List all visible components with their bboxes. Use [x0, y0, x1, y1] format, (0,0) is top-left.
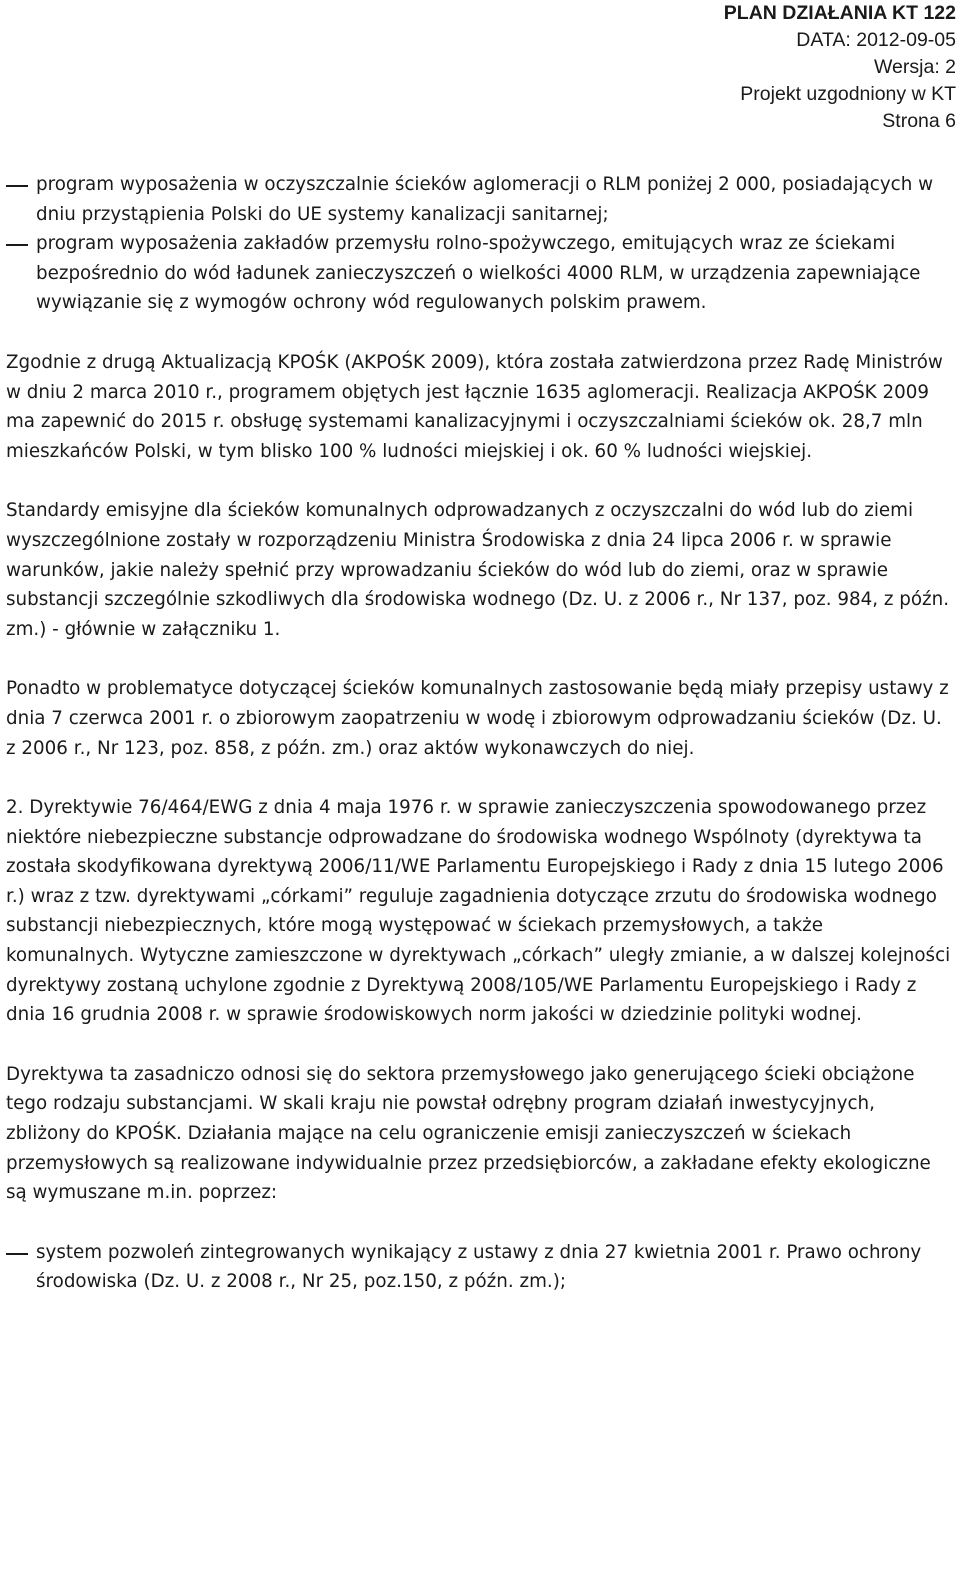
- list-item-text: program wyposażenia w oczyszczalnie ścieków aglomeracji o RLM poniżej 2 000, posiadających w dniu przystąpienia Polski do UE systemy kanalizacji sanitarnej;: [36, 174, 934, 225]
- list-item: [6, 229, 954, 318]
- paragraph-directive: 2. Dyrektywie 76/464/EWG z dnia 4 maja 1976 r. w sprawie zanieczyszczenia spowodowanego przez niektóre niebezpieczne substancje odprowadzane do środowiska wodnego Wspólnoty (dyrektywa ta została skodyfikowana dyrektywą 2006/11/WE Parlamentu Europejskiego i Rady z dnia 15 lutego 2006 r.) wraz z tzw. dyrektywami „córkami” reguluje zagadnienia dotyczące zrzutu do środowiska wodnego substancji niebezpiecznych, które mogą występować w ściekach przemysłowych, a także komunalnych. Wytyczne zamieszczone w dyrektywach „córkach” uległy zmianie, a w dalszej kolejności dyrektywy zostaną uchylone zgodnie z Dyrektywą 2008/105/WE Parlamentu Europejskiego i Rady z dnia 16 grudnia 2008 r. w sprawie środowiskowych norm jakości w dziedzinie polityki wodnej.: [6, 797, 951, 1026]
- document-title: PLAN DZIAŁANIA KT 122: [723, 2, 956, 24]
- document-version: Wersja: 2: [874, 56, 956, 78]
- dash-bullet-icon: [6, 244, 28, 246]
- list-item: [6, 170, 954, 229]
- list-item: [6, 1238, 954, 1297]
- dash-bullet-icon: [6, 185, 28, 187]
- page-number: Strona 6: [882, 110, 956, 132]
- dash-bullet-icon: [6, 1253, 28, 1255]
- page-header: [724, 0, 956, 135]
- list-item-text: program wyposażenia zakładów przemysłu rolno-spożywczego, emitujących wraz ze ściekami bezpośrednio do wód ładunek zanieczyszczeń o wielkości 4000 RLM, w urządzenia zapewniające wywiązanie się z wymogów ochrony wód regulowanych polskim prawem.: [36, 233, 921, 314]
- paragraph-industry: Dyrektywa ta zasadniczo odnosi się do sektora przemysłowego jako generującego ścieki obciążone tego rodzaju substancjami. W skali kraju nie powstał odrębny program działań inwestycyjnych, zbliżony do KPOŚK. Działania mające na celu ograniczenie emisji zanieczyszczeń w ściekach przemysłowych są realizowane indywidualnie przez przedsiębiorców, a zakładane efekty ekologiczne są wymuszane m.in. poprzez:: [6, 1063, 931, 1204]
- program-list: [6, 170, 954, 318]
- paragraph-akposk: Zgodnie z drugą Aktualizacją KPOŚK (AKPOŚK 2009), która została zatwierdzona przez Radę Ministrów w dniu 2 marca 2010 r., programem objętych jest łącznie 1635 aglomeracji. Realizacja AKPOŚK 2009 ma zapewnić do 2015 r. obsługę systemami kanalizacyjnymi i oczyszczalniami ścieków ok. 28,7 mln mieszkańców Polski, w tym blisko 100 % ludności miejskiej i ok. 60 % ludności wiejskiej.: [6, 351, 943, 462]
- document-date: DATA: 2012-09-05: [796, 29, 956, 51]
- paragraph-standards: Standardy emisyjne dla ścieków komunalnych odprowadzanych z oczyszczalni do wód lub do ziemi wyszczególnione zostały w rozporządzeniu Ministra Środowiska z dnia 24 lipca 2006 r. w sprawie warunków, jakie należy spełnić przy wprowadzaniu ścieków do wód lub do ziemi, oraz w sprawie substancji szczególnie szkodliwych dla środowiska wodnego (Dz. U. z 2006 r., Nr 137, poz. 984, z późn. zm.) - głównie w załączniku 1.: [6, 500, 950, 640]
- paragraph-regulations: Ponadto w problematyce dotyczącej ścieków komunalnych zastosowanie będą miały przepisy ustawy z dnia 7 czerwca 2001 r. o zbiorowym zaopatrzeniu w wodę i zbiorowym odprowadzaniu ścieków (Dz. U. z 2006 r., Nr 123, poz. 858, z późn. zm.) oraz aktów wykonawczych do niej.: [6, 678, 949, 759]
- list-item-text: system pozwoleń zintegrowanych wynikający z ustawy z dnia 27 kwietnia 2001 r. Prawo ochrony środowiska (Dz. U. z 2008 r., Nr 25, poz.150, z późn. zm.);: [36, 1241, 922, 1293]
- document-status: Projekt uzgodniony w KT: [740, 83, 956, 105]
- document-body: [6, 170, 954, 1297]
- measures-list: [6, 1238, 954, 1297]
